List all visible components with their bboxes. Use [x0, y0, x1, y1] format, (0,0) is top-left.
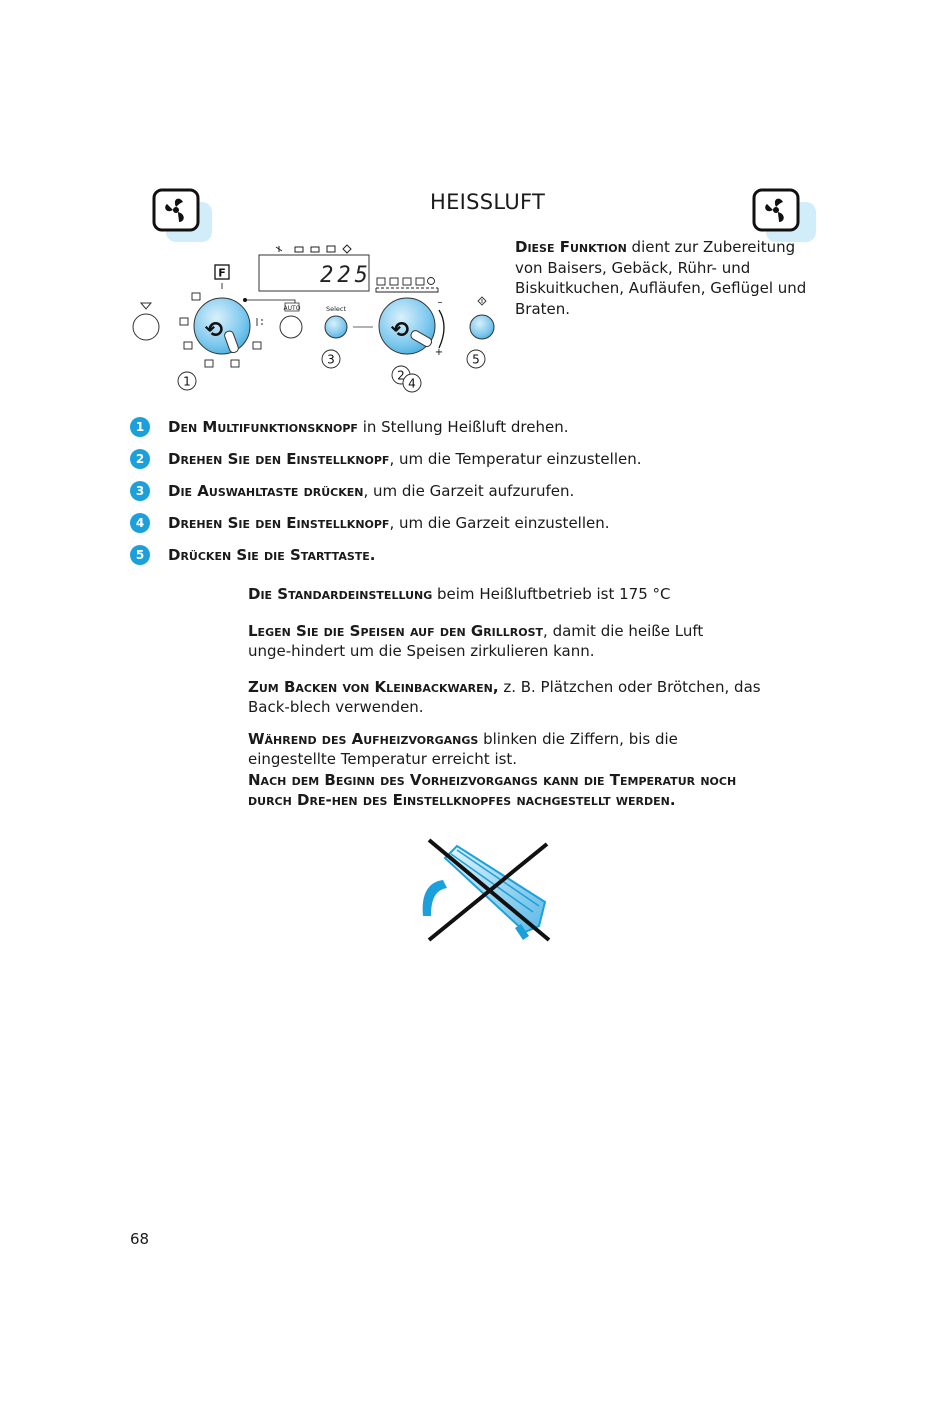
- step-number: 1: [130, 417, 150, 437]
- note-lead: Während des Aufheizvorgangs: [248, 730, 479, 748]
- step-rest: in Stellung Heißluft drehen.: [357, 418, 569, 436]
- minus-label: –: [437, 297, 443, 308]
- start-icon: [478, 297, 486, 305]
- step-lead: Den Multifunktionsknopf: [168, 418, 358, 436]
- select-button: [325, 316, 347, 338]
- step-number: 2: [130, 449, 150, 469]
- callout-2: 2: [397, 368, 405, 383]
- prohibited-roasting-spit-icon: [415, 836, 555, 944]
- page-title: HEISSLUFT: [430, 190, 546, 214]
- note-lead: Zum Backen von Kleinbackwaren,: [248, 678, 499, 696]
- oven-control-panel: [128, 238, 503, 398]
- callout-4: 4: [408, 376, 416, 391]
- step-rest: , um die Temperatur einzustellen.: [389, 450, 642, 468]
- select-label: Select: [325, 305, 347, 313]
- start-button: [470, 315, 494, 339]
- intro-lead: Diese Funktion: [515, 238, 627, 256]
- note-baking-tray: [248, 677, 768, 717]
- step-number: 4: [130, 513, 150, 533]
- note-rest: , damit die heiße Luft unge-hindert um die Speisen zirkulieren kann.: [248, 622, 704, 660]
- note-standard-setting: [248, 584, 768, 604]
- step-lead: Drücken Sie die Starttaste.: [168, 546, 376, 564]
- step-number: 3: [130, 481, 150, 501]
- light-icon: [141, 303, 151, 309]
- note-lead: Die Standardeinstellung: [248, 585, 433, 603]
- intro-rest: dient zur Zubereitung von Baisers, Gebäck, Rühr- und Biskuitkuchen, Aufläufen, Geflügel und Braten.: [515, 238, 807, 318]
- step-lead: Drehen Sie den Einstellknopf: [168, 514, 390, 532]
- display-value: 225: [320, 263, 372, 288]
- svg-text:⟲: ⟲: [204, 318, 224, 343]
- cooking-mode-icons: [376, 278, 438, 293]
- note-rest: beim Heißluftbetrieb ist 175 °C: [432, 585, 671, 603]
- fan-function-icon: [752, 188, 822, 244]
- intro-text: [515, 237, 825, 319]
- auto-button: [280, 316, 302, 338]
- step-lead: Die Auswahltaste drücken: [168, 482, 364, 500]
- note-adjust-temperature: [248, 770, 768, 810]
- note-preheating: [248, 729, 768, 769]
- fan-function-icon: [152, 188, 214, 244]
- plus-label: +: [434, 347, 444, 358]
- note-rest: z. B. Plätzchen oder Brötchen, das Back-blech verwenden.: [248, 678, 761, 716]
- note-lead: Nach dem Beginn des Vorheizvorgangs kann die Temperatur noch durch Dre-hen des Einstellknopfes nachgestellt werden.: [248, 771, 737, 809]
- callout-5: 5: [472, 352, 480, 367]
- note-grill-rack: [248, 621, 718, 661]
- callout-3: 3: [327, 352, 335, 367]
- f-label: F: [218, 266, 226, 280]
- step-rest: , um die Garzeit einzustellen.: [389, 514, 610, 532]
- step-lead: Drehen Sie den Einstellknopf: [168, 450, 390, 468]
- page-number: 68: [130, 1230, 150, 1248]
- display-mode-icons: [276, 245, 351, 253]
- note-rest: blinken die Ziffern, bis die eingestellte Temperatur erreicht ist.: [248, 730, 678, 768]
- step-number: 5: [130, 545, 150, 565]
- svg-text:⟲: ⟲: [390, 318, 410, 343]
- auto-label: AUTO: [283, 305, 301, 312]
- note-lead: Legen Sie die Speisen auf den Grillrost: [248, 622, 544, 640]
- callout-1: 1: [183, 374, 191, 389]
- left-button: [133, 314, 159, 340]
- step-rest: , um die Garzeit aufzurufen.: [363, 482, 575, 500]
